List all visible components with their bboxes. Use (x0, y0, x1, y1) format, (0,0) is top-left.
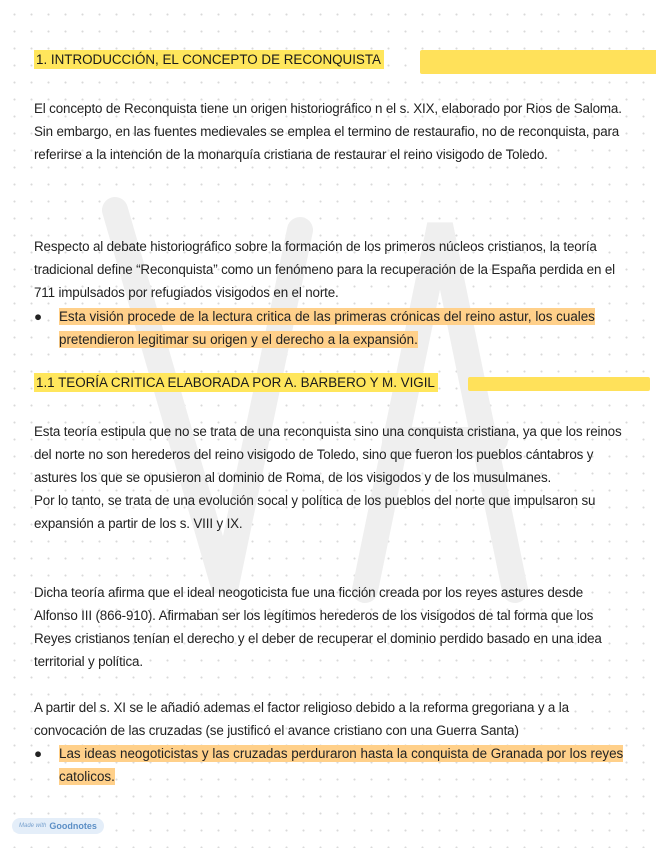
paragraph-debate: Respecto al debate historiográfico sobre la formación de los primeros núcleos cristianos, la teoría tradicional define “Reconquista” como un fenómeno para la recuperación de la España perdida en el 711 impulsados por refugiados visigodos en el norte. (34, 239, 615, 300)
paragraph-factor-religioso: A partir del s. XI se le añadió ademas el factor religioso debido a la reforma gregoriana y a la convocación de las cruzadas (se justificó el avance cristiano con una Guerra Santa) (34, 700, 569, 738)
made-with-label: Made with (19, 823, 47, 829)
bullet-dot: ● (34, 309, 43, 324)
paragraph-concepto: El concepto de Reconquista tiene un origen historiográfico n el s. XIX, elaborado por Rios de Saloma. Sin embargo, en las fuentes medievales se emplea el termino de restaurafio, no de reconquista, para referirse a la intención de la monarquía cristiana de restaurar el reino visigodo de Toledo. (34, 101, 622, 162)
section-heading-introduccion: 1. INTRODUCCIÓN, EL CONCEPTO DE RECONQUISTA (34, 52, 384, 67)
section-heading-teoria-critica: 1.1 TEORÍA CRITICA ELABORADA POR A. BARBERO Y M. VIGIL (34, 375, 438, 390)
goodnotes-logo: Goodnotes (49, 821, 97, 831)
goodnotes-badge (12, 818, 104, 834)
bullet-vision-critica (34, 305, 624, 351)
paragraph-neogoticismo: Dicha teoría afirma que el ideal neogoticista fue una ficción creada por los reyes astures desde Alfonso III (866-910). Afirmaban ser los legítimos herederos de los visigodos de tal forma que los Reyes cristianos tenían el derecho y el deber de recuperar el dominio perdido basado en una idea territorial y política. (34, 585, 602, 669)
bullet-dot: ● (34, 746, 43, 761)
paragraph-teoria: Esta teoría estipula que no se trata de una reconquista sino una conquista cristiana, ya que los reinos del norte no son herederos del reino visigodo de Toledo, sino que fueron los pueblos cántabros y astures los que se opusieron al dominio de Roma, de los visigodos y de los musulmanes. Por lo tanto, se trata de una evolución socal y política de los pueblos del norte que impulsaron su expansión a partir de los s. VIII y IX. (34, 424, 622, 531)
bullet-text: Las ideas neogoticistas y las cruzadas perduraron hasta la conquista de Granada por los reyes catolicos. (59, 746, 624, 784)
heading-highlight-bar (468, 377, 650, 391)
heading-highlight-bar (420, 50, 656, 74)
bullet-text: Esta visión procede de la lectura critica de las primeras crónicas del reino astur, los cuales pretendieron legitimar su origen y el derecho a la expansión. (59, 309, 595, 347)
bullet-ideas-neogoticistas (34, 742, 624, 788)
